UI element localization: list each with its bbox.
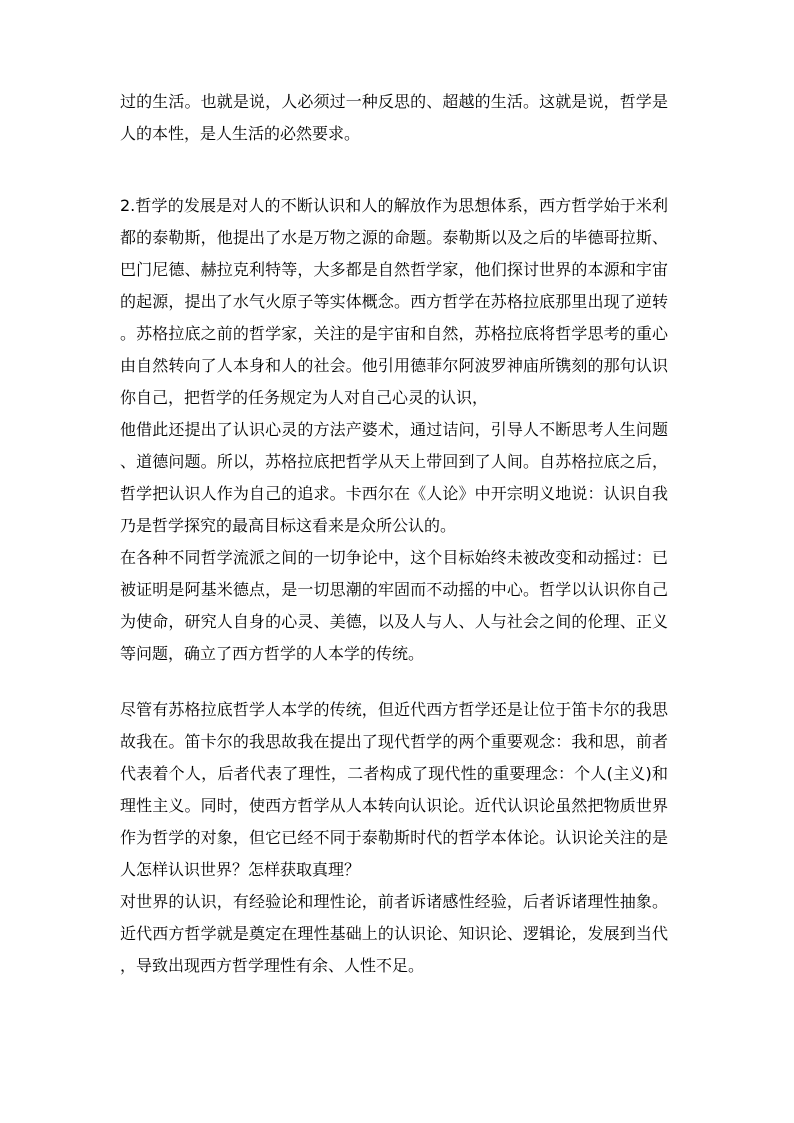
text-line: 、道德问题。所以，苏格拉底把哲学从天上带回到了人间。自苏格拉底之后， [120,452,668,471]
text-line: 作为哲学的对象，但它已经不同于泰勒斯时代的哲学本体论。认识论关注的是 [120,828,668,847]
paragraph-2 [120,190,668,670]
text-line: 巴门尼德、赫拉克利特等，大多都是自然哲学家，他们探讨世界的本源和宇宙 [120,260,668,279]
text-line: 2.哲学的发展是对人的不断认识和人的解放作为思想体系，西方哲学始于米利 [120,196,668,215]
text-line: 近代西方哲学就是奠定在理性基础上的认识论、知识论、逻辑论，发展到当代 [120,924,668,943]
text-line: 理性主义。同时，使西方哲学从人本转向认识论。近代认识论虽然把物质世界 [120,796,668,815]
paragraph-3 [120,694,668,982]
paragraph-1 [120,86,668,150]
text-line: 人的本性，是人生活的必然要求。 [120,124,361,143]
text-line: 由自然转向了人本身和人的社会。他引用德菲尔阿波罗神庙所镌刻的那句认识 [120,356,668,375]
text-line: 对世界的认识，有经验论和理性论，前者诉诸感性经验，后者诉诸理性抽象。 [120,892,668,911]
text-line: 为使命，研究人自身的心灵、美德，以及人与人、人与社会之间的伦理、正义 [120,612,668,631]
text-line: 等问题，确立了西方哲学的人本学的传统。 [120,644,425,663]
text-line: 哲学把认识人作为自己的追求。卡西尔在《人论》中开宗明义地说：认识自我 [120,484,668,503]
text-line: 代表着个人，后者代表了理性，二者构成了现代性的重要理念：个人(主义)和 [120,764,668,783]
text-line: ，导致出现西方哲学理性有余、人性不足。 [120,956,425,975]
text-line: 的起源，提出了水气火原子等实体概念。西方哲学在苏格拉底那里出现了逆转 [120,292,668,311]
text-line: 他借此还提出了认识心灵的方法产婆术，通过诘问，引导人不断思考人生问题 [120,420,668,439]
text-line: 被证明是阿基米德点，是一切思潮的牢固而不动摇的中心。哲学以认识你自己 [120,580,668,599]
text-line: 尽管有苏格拉底哲学人本学的传统，但近代西方哲学还是让位于笛卡尔的我思 [120,700,668,719]
text-line: 。苏格拉底之前的哲学家，关注的是宇宙和自然，苏格拉底将哲学思考的重心 [120,324,668,343]
text-line: 在各种不同哲学流派之间的一切争论中，这个目标始终未被改变和动摇过：已 [120,548,668,567]
text-line: 乃是哲学探究的最高目标这看来是众所公认的。 [120,516,457,535]
text-line: 你自己，把哲学的任务规定为人对自己心灵的认识， [120,388,489,407]
text-line: 故我在。笛卡尔的我思故我在提出了现代哲学的两个重要观念：我和思，前者 [120,732,668,751]
text-line: 都的泰勒斯，他提出了水是万物之源的命题。泰勒斯以及之后的毕德哥拉斯、 [120,228,668,247]
text-line: 人怎样认识世界？怎样获取真理？ [120,860,361,879]
text-line: 过的生活。也就是说，人必须过一种反思的、超越的生活。这就是说，哲学是 [120,92,668,111]
